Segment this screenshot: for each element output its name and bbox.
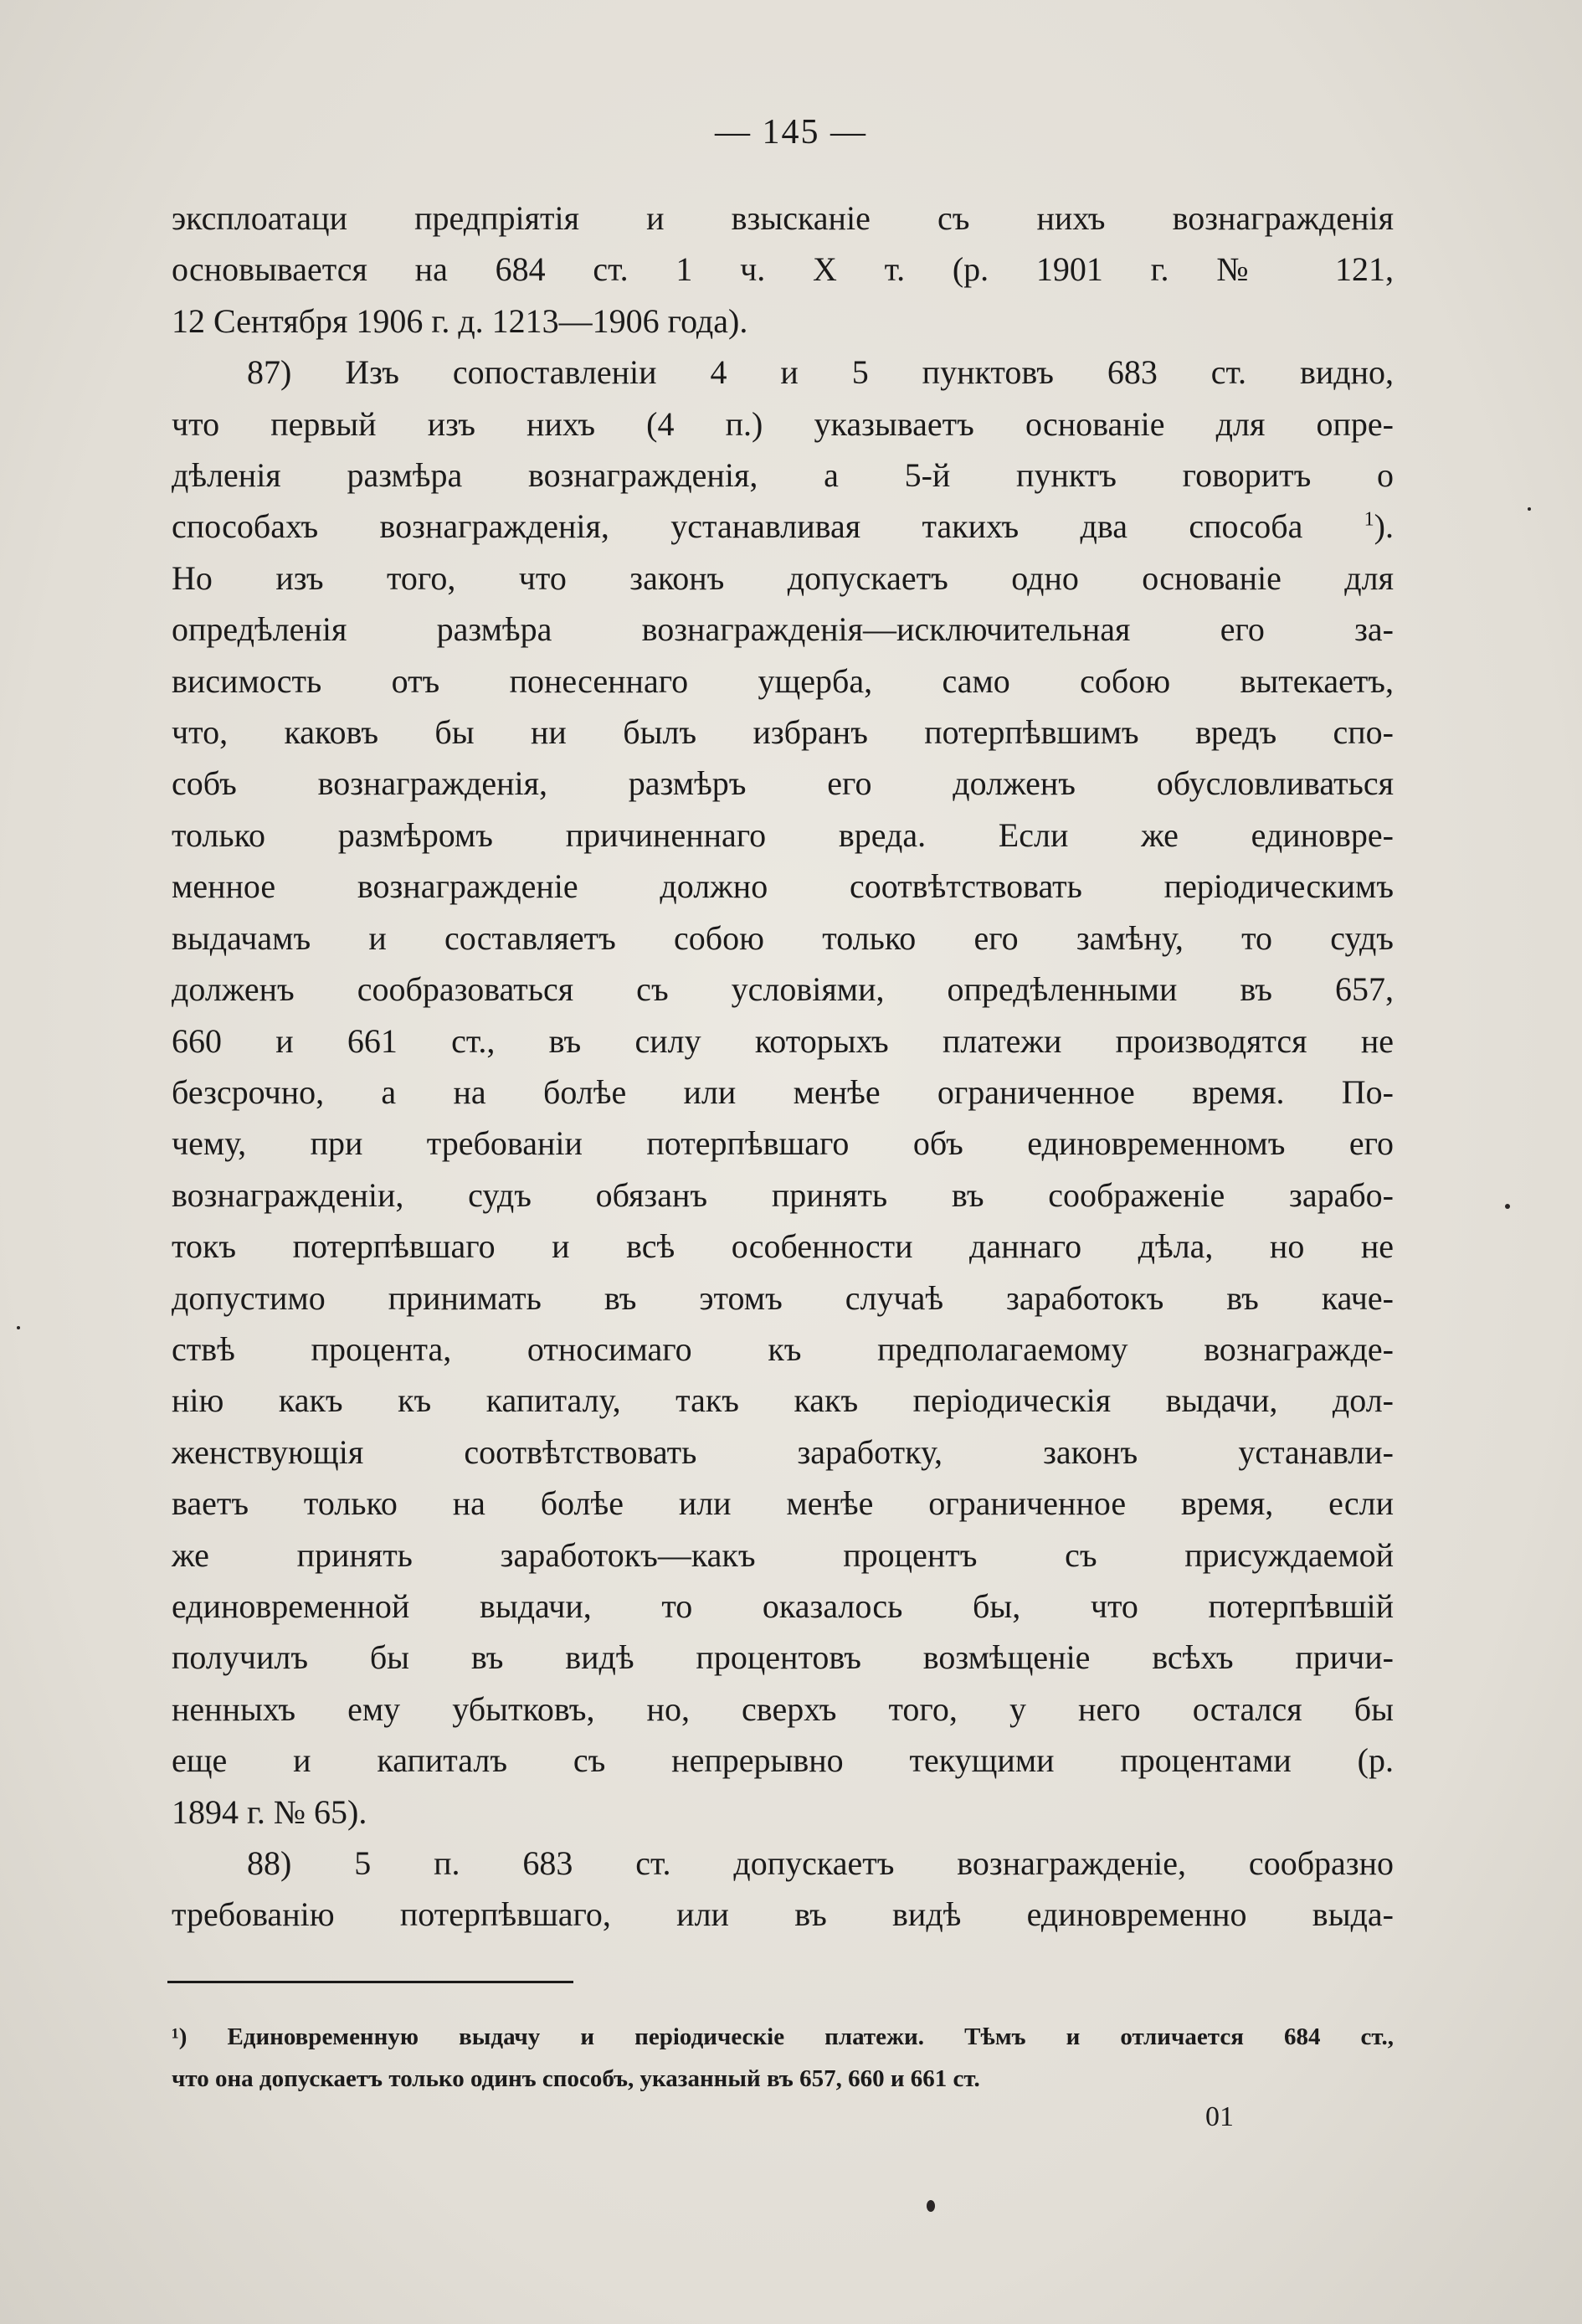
paragraph-88 bbox=[172, 1838, 1394, 1941]
page-number: — 145 — bbox=[715, 113, 867, 152]
footnote-marker-suffix: ). bbox=[1374, 507, 1394, 546]
text-line: ваетъ только на болѣе или менѣе ограниченное время, если bbox=[172, 1484, 1394, 1523]
footnotes bbox=[172, 2016, 1394, 2100]
body-text bbox=[172, 193, 1394, 1941]
text-line: ненныхъ ему убытковъ, но, сверхъ того, у него остался бы bbox=[172, 1689, 1394, 1728]
text-line: единовременной выдачи, то оказалось бы, что потерпѣвшій bbox=[172, 1586, 1394, 1625]
text-line: только размѣромъ причиненнаго вреда. Если же единовре- bbox=[172, 815, 1394, 854]
text-line: же принять заработокъ—какъ процентъ съ присуждаемой bbox=[172, 1535, 1394, 1574]
text-line: женствующія соотвѣтствовать заработку, законъ устанавли- bbox=[172, 1432, 1394, 1471]
text-line: висимость отъ понесеннаго ущерба, само собою вытекаетъ, bbox=[172, 661, 1394, 700]
text-line: токъ потерпѣвшаго и всѣ особенности даннаго дѣла, но не bbox=[172, 1227, 1394, 1266]
text-line: 1894 г. № 65). bbox=[172, 1792, 367, 1831]
ink-speck bbox=[927, 2200, 935, 2212]
text-line: менное вознагражденіе должно соотвѣтствовать періодическимъ bbox=[172, 867, 1394, 906]
ink-speck bbox=[17, 1326, 20, 1329]
text-line: допустимо принимать въ этомъ случаѣ заработокъ въ каче- bbox=[172, 1278, 1394, 1317]
text-line: долженъ сообразоваться съ условіями, опредѣленными въ 657, bbox=[172, 970, 1394, 1009]
footnote-line: ¹) Единовременную выдачу и періодическіе платежи. Тѣмъ и отличается 684 ст., bbox=[172, 2023, 1394, 2050]
text-line: дѣленія размѣра вознагражденія, а 5-й пунктъ говоритъ о bbox=[172, 456, 1394, 495]
text-line: 87) Изъ сопоставленіи 4 и 5 пунктовъ 683 ст. видно, bbox=[247, 353, 1394, 392]
paragraph-87 bbox=[172, 347, 1394, 1838]
text-line: что, каковъ бы ни былъ избранъ потерпѣвшимъ вредъ спо- bbox=[172, 713, 1394, 752]
text-line: получилъ бы въ видѣ процентовъ возмѣщеніе всѣхъ причи- bbox=[172, 1638, 1394, 1677]
text-line: 660 и 661 ст., въ силу которыхъ платежи производятся не bbox=[172, 1021, 1394, 1060]
text-line: Но изъ того, что законъ допускаетъ одно основаніе для bbox=[172, 558, 1394, 597]
text-line: опредѣленія размѣра вознагражденія—исключительная его за- bbox=[172, 610, 1394, 649]
text-segment: способахъ вознагражденія, устанавливая такихъ два способа bbox=[172, 507, 1303, 546]
text-line: еще и капиталъ съ непрерывно текущими процентами (р. bbox=[172, 1741, 1394, 1780]
text-line: вознагражденіи, судъ обязанъ принять въ соображеніе зарабо- bbox=[172, 1175, 1394, 1214]
text-line: безсрочно, а на болѣе или менѣе ограниченное время. По- bbox=[172, 1072, 1394, 1111]
ink-speck bbox=[1505, 1204, 1510, 1209]
text-line: нію какъ къ капиталу, такъ какъ періодическія выдачи, дол- bbox=[172, 1381, 1394, 1420]
text-line: что первый изъ нихъ (4 п.) указываетъ основаніе для опре- bbox=[172, 404, 1394, 443]
text-line-with-footnote bbox=[172, 501, 1394, 552]
text-line: ствѣ процента, относимаго къ предполагаемому вознагражде- bbox=[172, 1329, 1394, 1368]
ink-speck bbox=[1528, 507, 1531, 511]
text-line: требованію потерпѣвшаго, или въ видѣ единовременно выда- bbox=[172, 1895, 1394, 1934]
text-line: основывается на 684 ст. 1 ч. X т. (р. 1901 г. № 121, bbox=[172, 250, 1394, 289]
footnote-line: что она допускаетъ только одинъ способъ, указанный въ 657, 660 и 661 ст. bbox=[172, 2065, 980, 2092]
footnote-marker: 1 bbox=[1364, 509, 1374, 532]
printer-signature: 01 bbox=[1205, 2101, 1234, 2132]
text-line: выдачамъ и составляетъ собою только его замѣну, то судъ bbox=[172, 918, 1394, 957]
text-line: собъ вознагражденія, размѣръ его долженъ обусловливаться bbox=[172, 764, 1394, 803]
text-line: эксплоатаци предпріятія и взысканіе съ нихъ вознагражденія bbox=[172, 199, 1394, 237]
paragraph-1 bbox=[172, 193, 1394, 347]
footnote-divider bbox=[167, 1981, 573, 1983]
text-line: 88) 5 п. 683 ст. допускаетъ вознагражденіе, сообразно bbox=[247, 1844, 1394, 1882]
text-line: чему, при требованіи потерпѣвшаго объ единовременномъ его bbox=[172, 1124, 1394, 1163]
text-line: 12 Сентября 1906 г. д. 1213—1906 года). bbox=[172, 301, 748, 340]
